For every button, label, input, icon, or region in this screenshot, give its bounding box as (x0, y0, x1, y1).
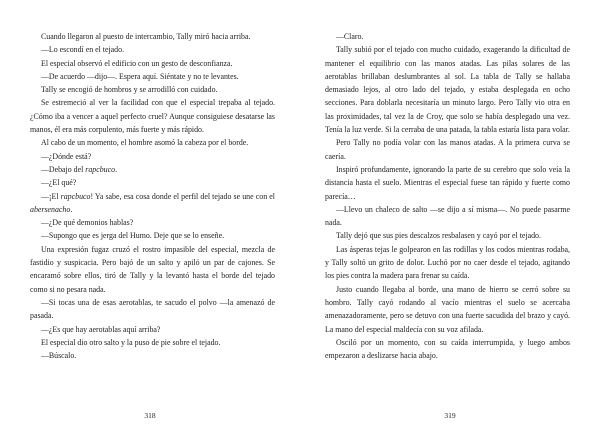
paragraph: —¿Es que hay aerotablas aquí arriba? (41, 324, 161, 334)
paragraph: Tally subió por el tejado con mucho cuidado, exagerando la dificultad de mantener el equilibrio con las manos atadas. Las pilas solares de las aerotablas brillaban deslumbrantes al sol. La tabla de Tally se hallaba demasiado lejos, al otro lado del tejado, y estaba desplegada en ocho secciones. Para doblarla necesitaría un minuto largo. Pero Tally vio otra en las proximidades, tal vez la de Croy, que solo se había desplegado una vez. Tenía la luz verde. Si la cerraba de una patada, la tabla estaría lista para volar. (325, 45, 570, 135)
paragraph: —Supongo que es jerga del Humo. Deje que se lo enseñe. (41, 231, 225, 241)
paragraph: —Llevo un chaleco de salto —se dijo a sí misma—. No puede pasarme nada. (325, 204, 570, 228)
paragraph: Al cabo de un momento, el hombre asomó la cabeza por el borde. (41, 138, 249, 148)
page-number: 319 (444, 411, 456, 420)
paragraph: —Búscalo. (41, 351, 77, 361)
paragraph: —¿Dónde está? (41, 151, 92, 161)
paragraph: —Debajo del rapcbuco. (41, 164, 118, 174)
left-page-text (30, 30, 275, 362)
paragraph: Cuando llegaron al puesto de intercambio, Tally miró hacia arriba. (41, 32, 251, 41)
paragraph: Se estremeció al ver la facilidad con que el especial trepaba al tejado. ¿Cómo iba a vencer a aquel perfecto cruel? Aunque consiguiese desatarse las manos, él era más corpulento, más fuerte y más rápido. (30, 98, 275, 135)
paragraph: Las ásperas tejas le golpearon en las rodillas y los codos mientras rodaba, y Tally soltó un grito de dolor. Luchó por no caer desde el tejado, agitando los pies contra la madera para frenar su caída. (325, 244, 570, 281)
paragraph: Tally se encogió de hombros y se arrodilló con cuidado. (41, 85, 218, 95)
paragraph: —¿De qué demonios hablas? (41, 218, 134, 228)
paragraph: —Claro. (336, 32, 364, 41)
paragraph: —¡El rapcbuco! Ya sabe, esa cosa donde el perfil del tejado se une con el abersenacho. (30, 191, 275, 214)
paragraph: —De acuerdo —dijo—. Espera aquí. Siéntate y no te levantes. (41, 71, 239, 81)
paragraph: —Lo escondí en el tejado. (41, 45, 125, 55)
paragraph: Osciló por un momento, con su caída interrumpida, y luego ambos empezaron a deslizarse hacia abajo. (325, 337, 570, 361)
right-page (300, 0, 600, 447)
paragraph: —¿El qué? (41, 178, 77, 188)
page-number: 318 (144, 411, 156, 420)
paragraph: El especial dio otro salto y la puso de pie sobre el tejado. (41, 337, 221, 347)
paragraph: Una expresión fugaz cruzó el rostro impasible del especial, mezcla de fastidio y suspicacia. Pero bajó de un salto y apiló un par de cajones. Se encaramó sobre ellos, tiró de Tally y la levantó hasta el borde del tejado como si no pesara nada. (30, 244, 275, 294)
paragraph: El especial observó el edificio con un gesto de desconfianza. (41, 58, 233, 68)
paragraph: Justo cuando llegaba al borde, una mano de hierro se cerró sobre su hombro. Tally cayó rodando al vacío mientras el suelo se acercaba amenazadoramente, pero se detuvo con una fuerte sacudida del brazo y cayó. La mano del especial maldecía con su voz afilada. (325, 284, 570, 334)
paragraph: —Si tocas una de esas aerotablas, te sacudo el polvo —la amenazó de pasada. (30, 297, 275, 321)
paragraph: Inspiró profundamente, ignorando la parte de su cerebro que solo veía la distancia hasta el suelo. Mientras el especial fuese tan rápido y fuerte como parecía… (325, 164, 570, 201)
paragraph: Pero Tally no podía volar con las manos atadas. A la primera curva se caería. (325, 138, 570, 161)
paragraph: Tally dejó que sus pies descalzos resbalasen y cayó por el tejado. (336, 231, 541, 241)
right-page-text (325, 30, 570, 362)
